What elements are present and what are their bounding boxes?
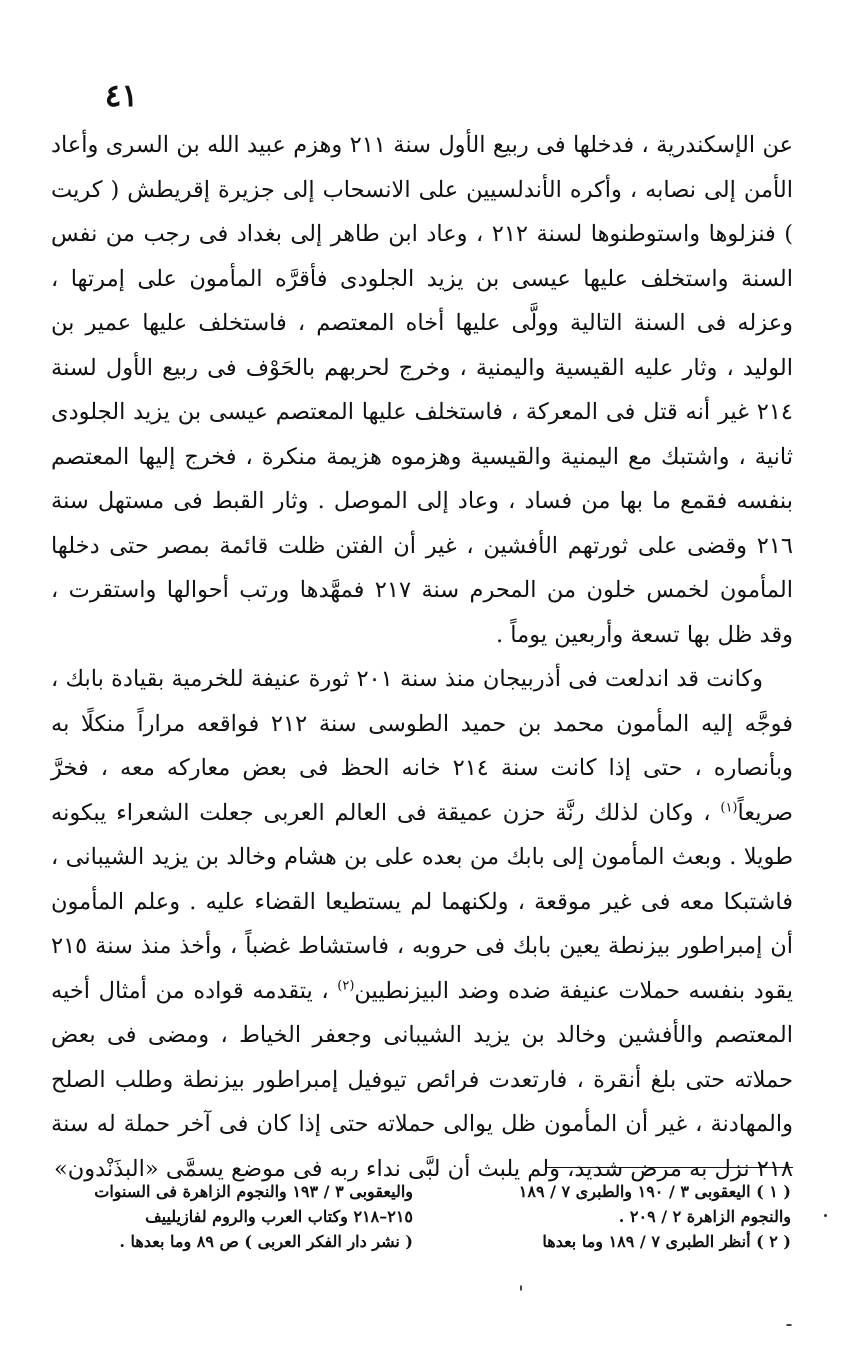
footnote-line: والنجوم الزاهرة ٢ / ٢٠٩ .: [618, 1207, 791, 1226]
footnote-line: واليعقوبى ٣ / ١٩٣ والنجوم الزاهرة فى السنوات: [94, 1182, 413, 1201]
footnote-ref-2: (٢): [337, 978, 355, 993]
scan-speck: [520, 1285, 522, 1291]
body-text: [51, 123, 793, 1191]
footnote-line: ( ١ ) اليعقوبى ٣ / ١٩٠ والطبرى ٧ / ١٨٩: [518, 1182, 791, 1201]
footnote-line: ( ٢ ) أنظر الطبرى ٧ / ١٨٩ وما بعدها: [542, 1232, 791, 1251]
paragraph-2: [51, 657, 793, 1191]
footnote-line: ( نشر دار الفكر العربى ) ص ٨٩ وما بعدها .: [119, 1232, 413, 1251]
footnote-line: ٢١٥–٢١٨ وكتاب العرب والروم لفازيلييف: [145, 1207, 413, 1226]
paragraph-1: عن الإسكندرية ، فدخلها فى ربيع الأول سنة ٢١١ وهزم عبيد الله بن السرى وأعاد الأمن إلى نصابه ، وأكره الأندلسيين على الانسحاب إلى جزيرة إقريطش ( كريت ) فنزلوها واستوطنوها لسنة ٢١٢ ، وعاد ابن طاهر إلى بغداد فى رجب من نفس السنة واستخلف عليها عيسى بن يزيد الجلودى فأقرَّه المأمون على إمرتها ، وعزله فى السنة التالية وولَّى عليها أخاه المعتصم ، فاستخلف عليها عمير بن الوليد ، وثار عليه القيسية واليمنية ، وخرج لحربهم بالحَوْف فى ربيع الأول لسنة ٢١٤ غير أنه قتل فى المعركة ، فاستخلف عليها المعتصم عيسى بن يزيد الجلودى ثانية ، واشتبك مع اليمنية والقيسية وهزموه هزيمة منكرة ، فخرج إليها المعتصم بنفسه فقمع ما بها من فساد ، وعاد إلى الموصل . وثار القبط فى مستهل سنة ٢١٦ وقضى على ثورتهم الأفشين ، غير أن الفتن ظلت قائمة بمصر حتى دخلها المأمون لخمس خلون من المحرم سنة ٢١٧ فمهَّدها ورتب أحوالها واستقرت ، وقد ظل بها تسعة وأربعين يوماً .: [51, 132, 794, 648]
footnotes-left-column: [53, 1179, 413, 1254]
scan-speck: [786, 1324, 792, 1326]
paragraph-2-part-2: ، وكان لذلك رنَّة حزن عميقة فى العالم العربى جعلت الشعراء يبكونه طويلا . وبعث المأمون إلى بابك من بعده على بن هشام وخالد بن يزيد الشيبانى ، فاشتبكا معه فى غير موقعة ، ولكنهما لم يستطيعا القضاء عليه . وعلم المأمون أن إمبراطور بيزنطة يعين بابك فى حروبه ، فاستشاط غضباً ، وأخذ منذ سنة ٢١٥ يقود بنفسه حملات عنيفة ضده وضد البيزنطيين: [51, 799, 793, 1004]
scan-speck: [824, 1214, 827, 1217]
paragraph-2-part-1: وكانت قد اندلعت فى أذربيجان منذ سنة ٢٠١ ثورة عنيفة للخرمية بقيادة بابك ، فوجَّه إليه المأمون محمد بن حميد الطوسى سنة ٢١٢ فواقعه مراراً منكلًا به وبأنصاره ، حتى إذا كانت سنة ٢١٤ خانه الحظ فى بعض معاركه معه ، فخرَّ صريعاً: [51, 666, 794, 826]
page-number: ٤١: [104, 78, 138, 114]
footnotes-right-column: [431, 1179, 791, 1254]
footnote-divider: [545, 1167, 793, 1168]
footnote-ref-1: (١): [720, 800, 738, 815]
paragraph-2-part-3: ، يتقدمه قواده من أمثال أخيه المعتصم والأفشين وخالد بن يزيد الشيبانى وجعفر الخياط ، ومضى فى بعض حملاته حتى بلغ أنقرة ، فارتعدت فرائص تيوفيل إمبراطور بيزنطة وطلب الصلح والمهادنة ، غير أن المأمون ظل يوالى حملاته حتى إذا كان فى آخر حملة له سنة ٢١٨ نزل به مرض شديد، ولم يلبث أن لبَّى نداء ربه فى موضع يسمَّى «البذَنْدون»: [51, 977, 793, 1182]
